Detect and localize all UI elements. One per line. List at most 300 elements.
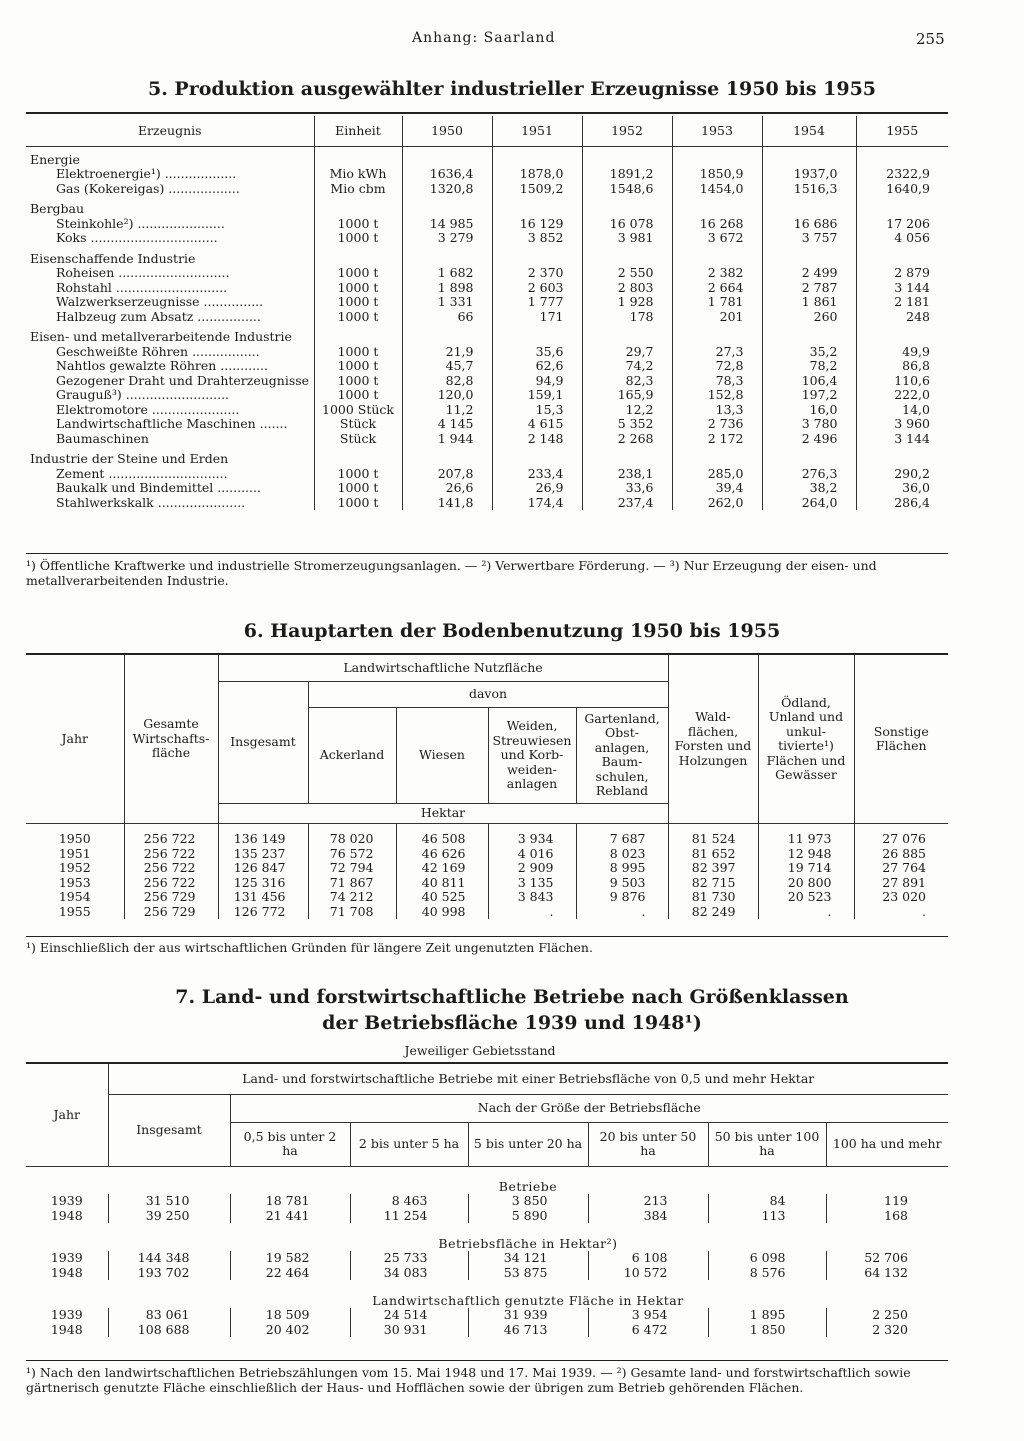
table6-year-cell: 1950 — [58, 831, 91, 846]
table-row — [26, 403, 948, 418]
table5-item-label: Elektroenergie¹) .................. — [56, 167, 237, 181]
table5-group-row — [26, 446, 948, 467]
table6-h-acker: Ackerland — [308, 707, 396, 803]
table5-item-label: Baumaschinen — [56, 431, 149, 446]
table5-value-cell: 233,4 — [492, 467, 582, 482]
table5-col-1954: 1954 — [762, 116, 856, 146]
table5-value-cell: 62,6 — [492, 359, 582, 374]
table5-value-cell: 290,2 — [856, 467, 948, 482]
table5-value-cell: 29,7 — [582, 345, 672, 360]
table6-h-insg: Insgesamt — [218, 681, 308, 804]
table5-value-cell: 3 279 — [402, 231, 492, 246]
table5-value-cell: 1 944 — [402, 432, 492, 447]
table6-h-jahr: Jahr — [26, 655, 124, 824]
table5-item-unit: 1000 t — [314, 310, 402, 325]
table-row — [26, 467, 948, 482]
table-row — [26, 1209, 948, 1224]
table-row — [26, 374, 948, 389]
table7-value-cell: 52 706 — [826, 1251, 948, 1266]
table-row — [26, 359, 948, 374]
table7-subtitle: Jeweiliger Gebietsstand — [404, 1043, 556, 1058]
table7-value-cell: 53 875 — [468, 1266, 588, 1281]
table5-group-spacer — [672, 446, 762, 467]
table5-value-cell: 120,0 — [402, 388, 492, 403]
table5-item-unit: 1000 t — [314, 359, 402, 374]
table-row — [26, 876, 948, 891]
table-row — [26, 1266, 948, 1281]
table5-group-spacer — [762, 446, 856, 467]
table5-footnote: ¹) Öffentliche Kraftwerke und industrielle Stromerzeugungsanlagen. — ²) Verwertbare Förderung. — ³) Nur Erzeugung der eisen- und metallverarbeitenden Industrie. — [26, 558, 877, 588]
table6-h-sonst: Sonstige Flächen — [854, 655, 948, 824]
table6-value-cell: 3 135 — [488, 876, 576, 891]
table5-item-label: Zement .............................. — [56, 466, 228, 481]
table6-value-cell: 20 523 — [758, 890, 854, 905]
table6-value-cell: 42 169 — [396, 861, 488, 876]
table6-footnote: ¹) Einschließlich der aus wirtschaftlichen Gründen für längere Zeit ungenutzten Flächen. — [26, 940, 593, 955]
table5-value-cell: 1454,0 — [672, 182, 762, 197]
table5-item-unit: Stück — [314, 417, 402, 432]
table7-value-cell: 8 576 — [708, 1266, 826, 1281]
table5-value-cell: 222,0 — [856, 388, 948, 403]
table5-value-cell: 78,3 — [672, 374, 762, 389]
table6-value-cell: 82 249 — [668, 905, 758, 920]
table5-value-cell: 1 331 — [402, 295, 492, 310]
table5-value-cell: 1636,4 — [402, 167, 492, 182]
table5-group-row — [26, 246, 948, 267]
table6-value-cell: 256 729 — [124, 905, 218, 920]
table5-item-unit: Mio cbm — [314, 182, 402, 197]
table6-value-cell: . — [576, 905, 668, 920]
table7-value-cell: 2 320 — [826, 1323, 948, 1338]
table7-value-cell: 39 250 — [108, 1209, 230, 1224]
table5-item-label: Elektromotore ...................... — [56, 402, 240, 417]
table7-section-title: Landwirtschaftlich genutzte Fläche in Hektar — [372, 1292, 684, 1308]
table5-value-cell: 260 — [762, 310, 856, 325]
table5-value-cell: 1516,3 — [762, 182, 856, 197]
table5-value-cell: 2 550 — [582, 266, 672, 281]
table5-value-cell: 86,8 — [856, 359, 948, 374]
table6-value-cell: 131 456 — [218, 890, 308, 905]
table7-value-cell: 8 463 — [350, 1194, 468, 1209]
table5-group-spacer — [762, 246, 856, 267]
table5-value-cell: 82,3 — [582, 374, 672, 389]
table7-value-cell: 193 702 — [108, 1266, 230, 1281]
table5-group-spacer — [402, 324, 492, 345]
table7-value-cell: 3 850 — [468, 1194, 588, 1209]
table6-value-cell: 78 020 — [308, 824, 396, 847]
table6-value-cell: 27 891 — [854, 876, 948, 891]
table5-value-cell: 27,3 — [672, 345, 762, 360]
table7-year-cell: 1948 — [50, 1207, 83, 1223]
table7-year-cell: 1948 — [50, 1264, 83, 1280]
table7-value-cell: 1 895 — [708, 1308, 826, 1323]
table5-item-unit: 1000 t — [314, 295, 402, 310]
table5-group-name: Eisenschaffende Industrie — [30, 250, 196, 266]
table5-group-spacer — [762, 196, 856, 217]
table6-value-cell: 76 572 — [308, 847, 396, 862]
table6-year-cell: 1951 — [58, 845, 91, 861]
table6-value-cell: . — [854, 905, 948, 920]
table7-value-cell: 11 254 — [350, 1209, 468, 1224]
table6-value-cell: 256 722 — [124, 824, 218, 847]
table-row — [26, 231, 948, 246]
table5-item-unit: Mio kWh — [314, 167, 402, 182]
table-row — [26, 388, 948, 403]
table7-footnote: ¹) Nach den landwirtschaftlichen Betriebszählungen vom 15. Mai 1948 und 17. Mai 1939. — ²) Gesamte land- und forstwirtschaftlich sowie gärtnerisch genutzte Fläche einschließlich der Haus- und Hofflächen sowie der übrigen zum Betrieb gehörenden Flächen. — [26, 1365, 911, 1395]
table7-section-title: Betriebsfläche in Hektar²) — [438, 1235, 618, 1251]
table7-value-cell: 113 — [708, 1209, 826, 1224]
table7-value-cell: 3 954 — [588, 1308, 708, 1323]
table5-group-row — [26, 146, 948, 167]
table6-value-cell: 40 525 — [396, 890, 488, 905]
table7-year-cell: 1948 — [50, 1321, 83, 1337]
table6-value-cell: 46 626 — [396, 847, 488, 862]
table7-h-top: Land- und forstwirtschaftliche Betriebe mit einer Betriebsfläche von 0,5 und mehr Hektar — [108, 1064, 948, 1094]
table6-value-cell: 11 973 — [758, 824, 854, 847]
table7-value-cell: 22 464 — [230, 1266, 350, 1281]
table5-item-label: Landwirtschaftliche Maschinen ....... — [56, 417, 288, 431]
table5-item-label: Halbzeug zum Absatz ................ — [56, 309, 261, 324]
table5-group-name: Eisen- und metallverarbeitende Industrie — [30, 329, 292, 344]
table5-value-cell: 38,2 — [762, 481, 856, 496]
table5-value-cell: 4 056 — [856, 231, 948, 246]
table6-value-cell: 9 503 — [576, 876, 668, 891]
table5-title: 5. Produktion ausgewählter industrieller Erzeugnisse 1950 bis 1955 — [147, 78, 877, 100]
table5-value-cell: 285,0 — [672, 467, 762, 482]
table5-value-cell: 1 781 — [672, 295, 762, 310]
table5-value-cell: 2 736 — [672, 417, 762, 432]
table5-value-cell: 26,9 — [492, 481, 582, 496]
table-row — [26, 182, 948, 197]
table5-body — [26, 146, 948, 510]
table5-group-spacer — [492, 196, 582, 217]
table5-item-unit: 1000 t — [314, 281, 402, 296]
table5-item-label: Baukalk und Bindemittel ........... — [56, 481, 261, 495]
table5-value-cell: 14,0 — [856, 403, 948, 418]
table-row — [26, 295, 948, 310]
table5-item-unit: 1000 Stück — [314, 403, 402, 418]
table5-value-cell: 39,4 — [672, 481, 762, 496]
table5-value-cell: 13,3 — [672, 403, 762, 418]
table5-value-cell: 5 352 — [582, 417, 672, 432]
table5-value-cell: 4 145 — [402, 417, 492, 432]
table6-year-cell: 1954 — [58, 889, 91, 904]
table5-value-cell: 82,8 — [402, 374, 492, 389]
table5-value-cell: 14 985 — [402, 217, 492, 232]
table5-group-spacer — [402, 446, 492, 467]
table5-value-cell: 16 686 — [762, 217, 856, 232]
table5-value-cell: 26,6 — [402, 481, 492, 496]
table5-value-cell: 152,8 — [672, 388, 762, 403]
table6-year-cell: 1953 — [58, 874, 91, 890]
table7-value-cell: 83 061 — [108, 1308, 230, 1323]
table5-value-cell: 2 370 — [492, 266, 582, 281]
table7-value-cell: 34 083 — [350, 1266, 468, 1281]
table5-group-spacer — [762, 324, 856, 345]
table7-value-cell: 10 572 — [588, 1266, 708, 1281]
table5-value-cell: 36,0 — [856, 481, 948, 496]
table5-value-cell: 1 682 — [402, 266, 492, 281]
table5-group-name: Energie — [30, 151, 80, 167]
table5-value-cell: 1 861 — [762, 295, 856, 310]
table5-value-cell: 11,2 — [402, 403, 492, 418]
table7-h-class: 5 bis unter 20 ha — [468, 1122, 588, 1166]
table5-value-cell: 197,2 — [762, 388, 856, 403]
table5-group-spacer — [492, 324, 582, 345]
table-row — [26, 481, 948, 496]
table7-value-cell: 6 472 — [588, 1323, 708, 1338]
table5-group-name: Bergbau — [30, 201, 85, 216]
table5-value-cell: 45,7 — [402, 359, 492, 374]
table7-title-line2: der Betriebsfläche 1939 und 1948¹) — [322, 1012, 702, 1034]
table5-group-spacer — [856, 324, 948, 345]
table-row — [26, 345, 948, 360]
table6-value-cell: 256 722 — [124, 861, 218, 876]
table5-value-cell: 2 172 — [672, 432, 762, 447]
table5-group-spacer — [402, 246, 492, 267]
table5-value-cell: 3 757 — [762, 231, 856, 246]
table7-value-cell: 25 733 — [350, 1251, 468, 1266]
page-header — [0, 30, 1024, 50]
table7-value-cell: 84 — [708, 1194, 826, 1209]
table-row — [26, 1194, 948, 1209]
table5-item-unit: 1000 t — [314, 231, 402, 246]
table5-value-cell: 1 898 — [402, 281, 492, 296]
table7-h-jahr: Jahr — [26, 1064, 108, 1166]
table5-value-cell: 174,4 — [492, 496, 582, 511]
table5-value-cell: 2 382 — [672, 266, 762, 281]
table5-value-cell: 1878,0 — [492, 167, 582, 182]
table5-bottom-rule — [26, 553, 948, 554]
table6-value-cell: 19 714 — [758, 861, 854, 876]
table5-value-cell: 159,1 — [492, 388, 582, 403]
table5-group-spacer — [314, 324, 402, 345]
table6-value-cell: 27 076 — [854, 824, 948, 847]
table5-group-spacer — [492, 446, 582, 467]
table-row — [26, 281, 948, 296]
table7-value-cell: 34 121 — [468, 1251, 588, 1266]
table6-value-cell: 3 843 — [488, 890, 576, 905]
table6-value-cell: 135 237 — [218, 847, 308, 862]
table5-group-spacer — [402, 196, 492, 217]
table6-h-davon: davon — [308, 681, 668, 707]
table5-group-spacer — [314, 146, 402, 167]
table5-item-label: Geschweißte Röhren ................. — [56, 344, 260, 359]
table5-value-cell: 74,2 — [582, 359, 672, 374]
table5-value-cell: 1 928 — [582, 295, 672, 310]
table5-value-cell: 2 664 — [672, 281, 762, 296]
table-row — [26, 266, 948, 281]
table5-value-cell: 237,4 — [582, 496, 672, 511]
table5-group-name: Industrie der Steine und Erden — [30, 451, 229, 466]
table6-value-cell: 81 524 — [668, 824, 758, 847]
table5-col-1955: 1955 — [856, 116, 948, 146]
table6-value-cell: 82 715 — [668, 876, 758, 891]
table6-value-cell: 82 397 — [668, 861, 758, 876]
table7 — [26, 1064, 948, 1337]
table6-h-wiesen: Wiesen — [396, 707, 488, 803]
table5-group-spacer — [856, 196, 948, 217]
table7-value-cell: 213 — [588, 1194, 708, 1209]
table6-value-cell: 20 800 — [758, 876, 854, 891]
table7-value-cell: 64 132 — [826, 1266, 948, 1281]
table5-value-cell: 66 — [402, 310, 492, 325]
table7-title-line1: 7. Land- und forstwirtschaftliche Betriebe nach Größenklassen — [175, 986, 849, 1008]
table7-body — [26, 1166, 948, 1337]
table5-value-cell: 2 879 — [856, 266, 948, 281]
table6-value-cell: 71 708 — [308, 905, 396, 920]
table5-value-cell: 2 603 — [492, 281, 582, 296]
table5-item-unit: Stück — [314, 432, 402, 447]
table7-value-cell: 30 931 — [350, 1323, 468, 1338]
table7-value-cell: 20 402 — [230, 1323, 350, 1338]
table6-value-cell: . — [758, 905, 854, 920]
table5-group-row — [26, 324, 948, 345]
table6-h-weiden: Weiden, Streuwiesen und Korb-weiden-anlagen — [488, 707, 576, 803]
table5-group-spacer — [314, 246, 402, 267]
table7-section-title: Betriebe — [498, 1178, 558, 1194]
table5-value-cell: 3 780 — [762, 417, 856, 432]
table-row — [26, 1323, 948, 1338]
table6-value-cell: 46 508 — [396, 824, 488, 847]
table5-item-unit: 1000 t — [314, 266, 402, 281]
table-row — [26, 310, 948, 325]
table5-value-cell: 16 268 — [672, 217, 762, 232]
table6-value-cell: 256 722 — [124, 876, 218, 891]
table5-item-unit: 1000 t — [314, 481, 402, 496]
table5-value-cell: 16,0 — [762, 403, 856, 418]
table6-value-cell: 8 995 — [576, 861, 668, 876]
table5-item-label: Gezogener Draht und Drahterzeugnisse — [56, 373, 310, 388]
table5-item-label: Grauguß³) .......................... — [56, 388, 230, 402]
table-row — [26, 496, 948, 511]
table6-h-wald: Wald-flächen, Forsten und Holzungen — [668, 655, 758, 824]
table6-value-cell: 9 876 — [576, 890, 668, 905]
table5-value-cell: 3 852 — [492, 231, 582, 246]
table5-group-spacer — [314, 446, 402, 467]
table5-col-erzeugnis: Erzeugnis — [26, 116, 314, 146]
table5-value-cell: 238,1 — [582, 467, 672, 482]
table-row — [26, 847, 948, 862]
table5-group-spacer — [582, 146, 672, 167]
table6-value-cell: 8 023 — [576, 847, 668, 862]
table5-item-label: Steinkohle²) ...................... — [56, 216, 225, 231]
table5-value-cell: 16 129 — [492, 217, 582, 232]
table6-h-lnf: Landwirtschaftliche Nutzfläche — [218, 655, 668, 681]
table5-value-cell: 35,6 — [492, 345, 582, 360]
table5-col-1950: 1950 — [402, 116, 492, 146]
table6-h-garten: Gartenland, Obst-anlagen, Baum-schulen, Rebland — [576, 707, 668, 803]
table6-value-cell: 125 316 — [218, 876, 308, 891]
table6-h-oed: Ödland, Unland und unkul-tivierte¹) Flächen und Gewässer — [758, 655, 854, 824]
table-row — [26, 417, 948, 432]
table7-value-cell: 24 514 — [350, 1308, 468, 1323]
table7-h-class: 50 bis unter 100 ha — [708, 1122, 826, 1166]
table5-value-cell: 276,3 — [762, 467, 856, 482]
table5-value-cell: 141,8 — [402, 496, 492, 511]
table5-group-spacer — [402, 146, 492, 167]
table5-col-1951: 1951 — [492, 116, 582, 146]
table5-group-spacer — [582, 324, 672, 345]
table5-col-einheit: Einheit — [314, 116, 402, 146]
table5-value-cell: 2 181 — [856, 295, 948, 310]
table5-value-cell: 2 803 — [582, 281, 672, 296]
table7-value-cell: 168 — [826, 1209, 948, 1224]
table6 — [26, 655, 948, 919]
table5-item-unit: 1000 t — [314, 217, 402, 232]
table5-group-spacer — [672, 196, 762, 217]
table5-group-spacer — [672, 324, 762, 345]
table5-item-unit: 1000 t — [314, 496, 402, 511]
table5-value-cell: 3 144 — [856, 432, 948, 447]
table6-value-cell: 136 149 — [218, 824, 308, 847]
table7-value-cell: 6 098 — [708, 1251, 826, 1266]
table7-value-cell: 384 — [588, 1209, 708, 1224]
table5-value-cell: 165,9 — [582, 388, 672, 403]
table6-year-cell: 1955 — [58, 903, 91, 919]
table5-value-cell: 3 672 — [672, 231, 762, 246]
table5-value-cell: 1509,2 — [492, 182, 582, 197]
table7-section-row — [26, 1280, 948, 1308]
table7-section-row — [26, 1223, 948, 1251]
table6-value-cell: 72 794 — [308, 861, 396, 876]
table7-section-row — [26, 1166, 948, 1194]
table6-value-cell: 126 772 — [218, 905, 308, 920]
table5-value-cell: 201 — [672, 310, 762, 325]
table-row — [26, 824, 948, 847]
table5-group-spacer — [856, 446, 948, 467]
table5-value-cell: 3 981 — [582, 231, 672, 246]
table7-h-class: 20 bis unter 50 ha — [588, 1122, 708, 1166]
table7-h-class: 2 bis unter 5 ha — [350, 1122, 468, 1166]
table5-value-cell: 4 615 — [492, 417, 582, 432]
table5-value-cell: 106,4 — [762, 374, 856, 389]
table6-value-cell: 81 652 — [668, 847, 758, 862]
table5-col-1952: 1952 — [582, 116, 672, 146]
table-row — [26, 217, 948, 232]
table5-group-spacer — [582, 246, 672, 267]
table5-item-label: Walzwerkserzeugnisse ............... — [56, 295, 264, 309]
table7-value-cell: 6 108 — [588, 1251, 708, 1266]
table6-value-cell: 12 948 — [758, 847, 854, 862]
table6-value-cell: 23 020 — [854, 890, 948, 905]
table5-value-cell: 33,6 — [582, 481, 672, 496]
table5-item-unit: 1000 t — [314, 467, 402, 482]
table6-value-cell: 4 016 — [488, 847, 576, 862]
table7-value-cell: 31 510 — [108, 1194, 230, 1209]
table5-item-unit: 1000 t — [314, 345, 402, 360]
running-title: Anhang: Saarland — [412, 30, 556, 46]
table-row — [26, 1308, 948, 1323]
table5-value-cell: 2 148 — [492, 432, 582, 447]
table5-value-cell: 3 144 — [856, 281, 948, 296]
table7-value-cell: 144 348 — [108, 1251, 230, 1266]
table-row — [26, 432, 948, 447]
table5-value-cell: 207,8 — [402, 467, 492, 482]
table7-value-cell: 18 509 — [230, 1308, 350, 1323]
table5-value-cell: 15,3 — [492, 403, 582, 418]
table5 — [26, 116, 948, 510]
table5-value-cell: 1 777 — [492, 295, 582, 310]
table5-value-cell: 78,2 — [762, 359, 856, 374]
table5-col-1953: 1953 — [672, 116, 762, 146]
table6-title: 6. Hauptarten der Bodenbenutzung 1950 bis 1955 — [243, 620, 781, 642]
table6-value-cell: 126 847 — [218, 861, 308, 876]
table5-value-cell: 1548,6 — [582, 182, 672, 197]
table-row — [26, 1251, 948, 1266]
page-number: 255 — [916, 30, 945, 48]
table6-value-cell: . — [488, 905, 576, 920]
